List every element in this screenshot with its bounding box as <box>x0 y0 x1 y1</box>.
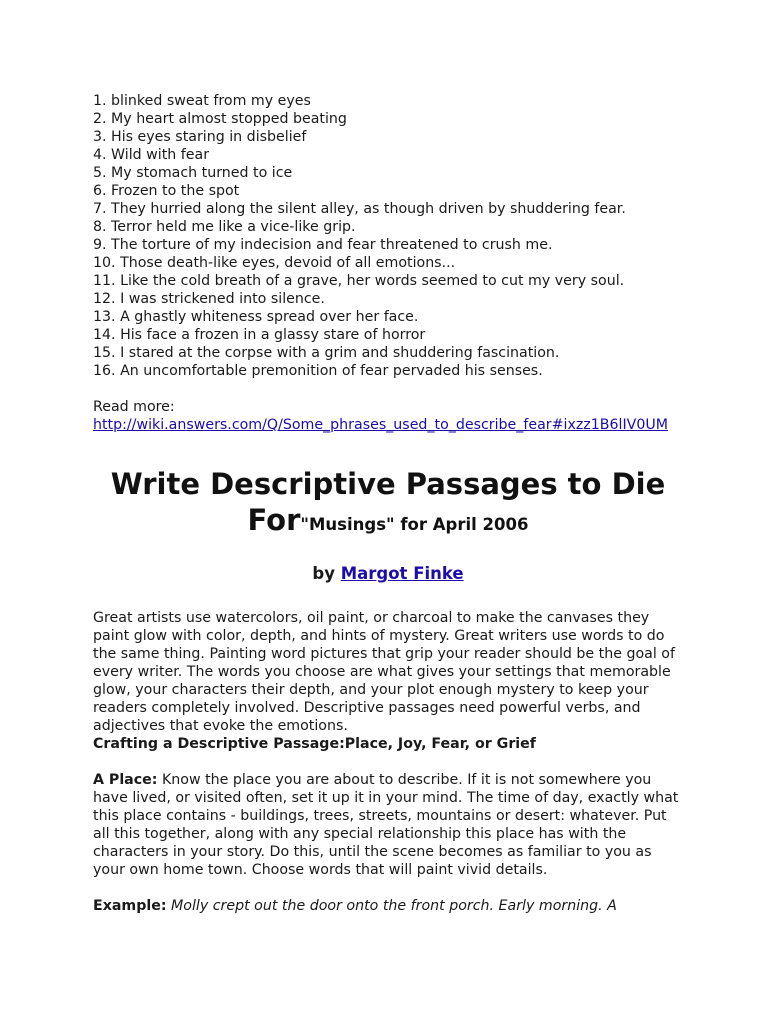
list-item: 5. My stomach turned to ice <box>93 165 293 181</box>
list-item: 15. I stared at the corpse with a grim and shuddering fascination. <box>93 345 560 361</box>
list-item: 6. Frozen to the spot <box>93 183 240 199</box>
list-item: 9. The torture of my indecision and fear threatened to crush me. <box>93 237 553 253</box>
list-item: 16. An uncomfortable premonition of fear pervaded his senses. <box>93 363 543 379</box>
byline <box>93 563 683 585</box>
byline-prefix: by <box>312 564 341 583</box>
list-item: 11. Like the cold breath of a grave, her words seemed to cut my very soul. <box>93 273 625 289</box>
example-text: Molly crept out the door onto the front porch. Early morning. A <box>166 898 617 914</box>
document-page <box>93 92 683 915</box>
article-title <box>93 466 683 543</box>
list-item: 8. Terror held me like a vice-like grip. <box>93 219 356 235</box>
read-more-label: Read more: <box>93 399 175 415</box>
fear-phrase-list <box>93 92 683 380</box>
list-item: 2. My heart almost stopped beating <box>93 111 347 127</box>
author-link[interactable]: Margot Finke <box>340 564 464 583</box>
example-paragraph <box>93 897 683 915</box>
list-item: 12. I was strickened into silence. <box>93 291 325 307</box>
list-item: 3. His eyes staring in disbelief <box>93 129 307 145</box>
article-title-text: Write Descriptive Passages to Die For <box>110 467 666 537</box>
read-more-block <box>93 398 683 434</box>
read-more-link[interactable]: http://wiki.answers.com/Q/Some_phrases_used_to_describe_fear#ixzz1B6lIV0UM <box>93 417 669 433</box>
section-heading: Crafting a Descriptive Passage:Place, Joy, Fear, or Grief <box>93 736 536 752</box>
place-text: Know the place you are about to describe. If it is not somewhere you have lived, or visited often, set it up it in your mind. The time of day, exactly what this place contains - buildings, trees, streets, mountains or desert: whatever. Put all this together, along with any special relationship this place has with the characters in your story. Do this, until the scene becomes as familiar to you as your own home town. Choose words that will paint vivid details. <box>93 772 679 878</box>
list-item: 7. They hurried along the silent alley, as though driven by shuddering fear. <box>93 201 626 217</box>
list-item: 10. Those death-like eyes, devoid of all emotions... <box>93 255 456 271</box>
list-item: 13. A ghastly whiteness spread over her face. <box>93 309 419 325</box>
place-label: A Place: <box>93 772 158 788</box>
list-item: 4. Wild with fear <box>93 147 210 163</box>
list-item: 1. blinked sweat from my eyes <box>93 93 311 109</box>
article-subtitle: "Musings" for April 2006 <box>300 515 529 534</box>
list-item: 14. His face a frozen in a glassy stare of horror <box>93 327 426 343</box>
example-label: Example: <box>93 898 167 914</box>
intro-paragraph: Great artists use watercolors, oil paint, or charcoal to make the canvases they paint glow with color, depth, and hints of mystery. Great writers use words to do the same thing. Painting word pictures that grip your reader should be the goal of every writer. The words you choose are what gives your settings that memorable glow, your characters their depth, and your plot enough mystery to keep your readers completely involved. Descriptive passages need powerful verbs, and adjectives that evoke the emotions. <box>93 610 675 734</box>
place-paragraph <box>93 771 683 879</box>
